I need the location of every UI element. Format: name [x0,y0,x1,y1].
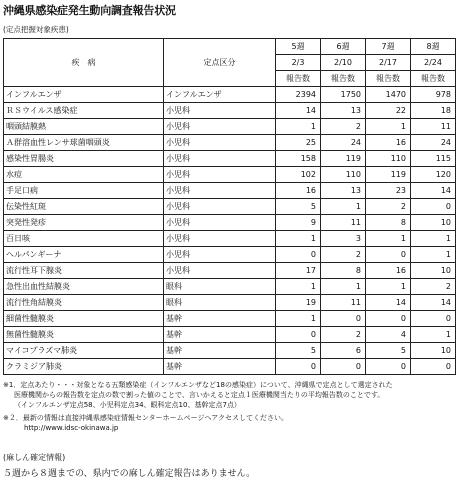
table-row [4,151,456,167]
table-row [4,263,456,279]
category-cell: 基幹 [164,343,276,359]
report-count: 10 [411,263,456,279]
table-row [4,215,456,231]
report-count: 6 [321,343,366,359]
disease-name: ヘルパンギーナ [4,247,164,263]
page-title: 沖縄県感染症発生動向調査報告状況 [3,4,176,17]
category-cell: 小児科 [164,183,276,199]
report-count: 14 [411,295,456,311]
report-count: 110 [321,167,366,183]
header-unit: 報告数 [321,71,366,87]
report-table-body [4,87,456,375]
report-count: 4 [366,327,411,343]
category-cell: 基幹 [164,327,276,343]
table-row [4,167,456,183]
report-count: 0 [366,247,411,263]
report-count: 115 [411,151,456,167]
category-cell: 基幹 [164,359,276,375]
header-date: 2/24 [411,55,456,71]
header-category: 定点区分 [164,39,276,87]
category-cell: 小児科 [164,263,276,279]
report-count: 2 [321,327,366,343]
disease-name: 感染性胃腸炎 [4,151,164,167]
report-count: 1 [411,327,456,343]
report-count: 1 [366,231,411,247]
disease-name: インフルエンザ [4,87,164,103]
report-count: 5 [276,343,321,359]
report-count: 1 [276,311,321,327]
table-row [4,87,456,103]
report-count: 0 [321,311,366,327]
report-count: 1 [366,279,411,295]
report-count: 11 [321,215,366,231]
disease-name: 水痘 [4,167,164,183]
report-count: 25 [276,135,321,151]
report-count: 11 [411,119,456,135]
disease-name: 突発性発疹 [4,215,164,231]
measles-body: ５週から８週までの、県内での麻しん確定報告はありません。 [3,469,256,479]
report-count: 5 [276,199,321,215]
header-unit: 報告数 [411,71,456,87]
category-cell: 眼科 [164,295,276,311]
report-count: 8 [366,215,411,231]
report-count: 2 [411,279,456,295]
table-row [4,311,456,327]
table-row [4,359,456,375]
disease-name: 無菌性髄膜炎 [4,327,164,343]
report-count: 1 [411,247,456,263]
page-subtitle: (定点把握対象疾患) [3,25,69,34]
category-cell: 小児科 [164,231,276,247]
report-count: 16 [276,183,321,199]
report-count: 2 [366,199,411,215]
report-count: 0 [276,359,321,375]
table-row [4,247,456,263]
report-count: 1 [411,231,456,247]
header-unit: 報告数 [366,71,411,87]
report-count: 1 [276,231,321,247]
report-count: 0 [366,311,411,327]
report-count: 22 [366,103,411,119]
report-table [3,38,456,375]
header-week: 8週 [411,39,456,55]
table-row [4,343,456,359]
report-count: 13 [321,183,366,199]
table-row [4,295,456,311]
report-count: 1 [321,199,366,215]
category-cell: 小児科 [164,135,276,151]
report-count: 2 [321,247,366,263]
report-count: 24 [321,135,366,151]
header-unit: 報告数 [276,71,321,87]
table-row [4,103,456,119]
category-cell: 基幹 [164,311,276,327]
category-cell: 小児科 [164,119,276,135]
info-center-url[interactable]: http://www.idsc-okinawa.jp [24,424,119,432]
report-count: 24 [411,135,456,151]
report-count: 9 [276,215,321,231]
table-row [4,119,456,135]
report-count: 10 [411,215,456,231]
disease-name: 伝染性紅斑 [4,199,164,215]
disease-name: 流行性耳下腺炎 [4,263,164,279]
report-count: 0 [276,327,321,343]
report-count: 0 [321,359,366,375]
header-week: 7週 [366,39,411,55]
report-count: 0 [366,359,411,375]
report-count: 119 [321,151,366,167]
disease-name: 百日咳 [4,231,164,247]
report-count: 3 [321,231,366,247]
disease-name: マイコプラズマ肺炎 [4,343,164,359]
footnote-2-line-1: ※２．最新の情報は直接沖縄県感染症情報センターホームページへアクセスしてください。 [3,414,289,422]
category-cell: 小児科 [164,151,276,167]
category-cell: 小児科 [164,167,276,183]
disease-name: 咽頭結膜熱 [4,119,164,135]
report-count: 23 [366,183,411,199]
category-cell: 小児科 [164,215,276,231]
report-count: 2 [321,119,366,135]
table-row [4,279,456,295]
category-cell: インフルエンザ [164,87,276,103]
disease-name: 流行性角結膜炎 [4,295,164,311]
disease-name: 手足口病 [4,183,164,199]
report-count: 11 [321,295,366,311]
report-count: 1750 [321,87,366,103]
header-row-weeks [4,39,456,55]
footnote-1-line-2: 医療機関からの報告数を定点の数で割った値のことで、言いかえると定点１医療機関当たりの平均報告数のことです。 [14,391,385,399]
report-count: 16 [366,135,411,151]
report-count: 18 [411,103,456,119]
report-count: 14 [411,183,456,199]
report-count: 17 [276,263,321,279]
table-row [4,199,456,215]
disease-name: クラミジア肺炎 [4,359,164,375]
report-count: 13 [321,103,366,119]
category-cell: 眼科 [164,279,276,295]
table-row [4,231,456,247]
table-row [4,327,456,343]
footnote-1-line-1: ※1．定点あたり・・・対象となる五類感染症（インフルエンザなど18の感染症）について、沖縄県で定点として選定された [3,381,393,389]
report-count: 119 [366,167,411,183]
disease-name: 急性出血性結膜炎 [4,279,164,295]
report-count: 14 [276,103,321,119]
report-count: 158 [276,151,321,167]
report-count: 1 [276,119,321,135]
report-count: 1 [321,279,366,295]
report-count: 1 [276,279,321,295]
disease-name: ＲＳウイルス感染症 [4,103,164,119]
report-count: 1470 [366,87,411,103]
header-date: 2/3 [276,55,321,71]
report-count: 978 [411,87,456,103]
report-count: 5 [366,343,411,359]
measles-title: (麻しん確定情報) [3,453,66,462]
report-count: 14 [366,295,411,311]
report-count: 2394 [276,87,321,103]
report-count: 102 [276,167,321,183]
category-cell: 小児科 [164,247,276,263]
category-cell: 小児科 [164,103,276,119]
report-count: 16 [366,263,411,279]
category-cell: 小児科 [164,199,276,215]
report-count: 10 [411,343,456,359]
header-disease: 疾 病 [4,39,164,87]
report-count: 120 [411,167,456,183]
report-count: 0 [411,199,456,215]
report-count: 0 [411,311,456,327]
report-count: 1 [366,119,411,135]
disease-name: Ａ群溶血性レンサ球菌咽頭炎 [4,135,164,151]
footnote-1-line-3: （インフルエンザ定点58、小児科定点34、眼科定点10、基幹定点7点） [14,401,241,409]
header-date: 2/17 [366,55,411,71]
header-week: 6週 [321,39,366,55]
header-week: 5週 [276,39,321,55]
report-count: 0 [411,359,456,375]
report-count: 110 [366,151,411,167]
header-date: 2/10 [321,55,366,71]
report-count: 19 [276,295,321,311]
report-count: 0 [276,247,321,263]
table-row [4,183,456,199]
disease-name: 細菌性髄膜炎 [4,311,164,327]
report-count: 8 [321,263,366,279]
table-row [4,135,456,151]
